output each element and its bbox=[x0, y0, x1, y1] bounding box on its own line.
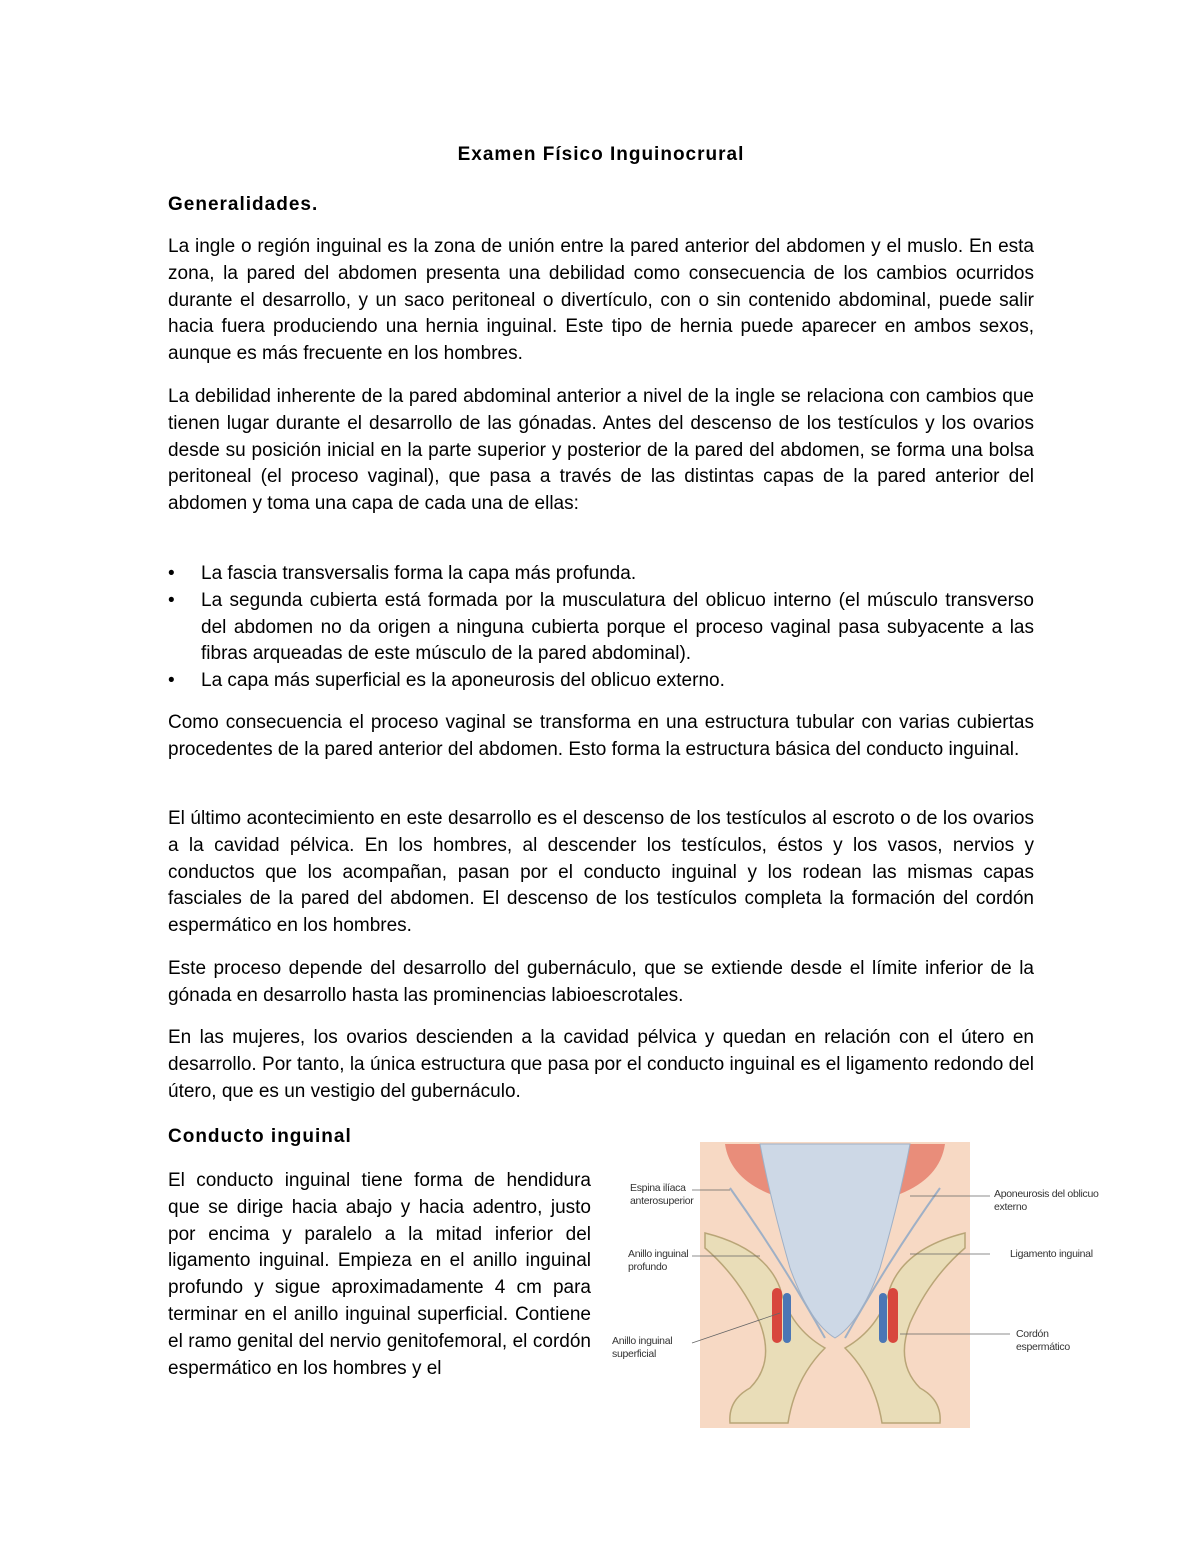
paragraph: El último acontecimiento en este desarrollo es el descenso de los testículos al escroto o de los ovarios a la cavidad pélvica. En los hombres, al descender los testículos, éstos y los vasos, nervios y conductos que los acompañan, pasan por el conducto inguinal y los rodean las mismas capas fasciales de la pared del abdomen. El descenso de los testículos completa la formación del cordón espermático en los hombres. bbox=[168, 808, 1034, 937]
spermatic-cord-vein-left bbox=[783, 1293, 791, 1343]
label-ligamento-inguinal: Ligamento inguinal bbox=[1010, 1248, 1093, 1260]
document-title: Examen Físico Inguinocrural bbox=[457, 144, 745, 165]
bullet-list bbox=[168, 561, 1034, 695]
bullet-icon: • bbox=[168, 589, 175, 611]
paragraph: La debilidad inherente de la pared abdominal anterior a nivel de la ingle se relaciona con cambios que tienen lugar durante el desarrollo de las gónadas. Antes del descenso de los testículos y los ovarios desde su posición inicial en la parte superior y posterior de la pared del abdomen, se forma una bolsa peritoneal (el proceso vaginal), que pasa a través de las distintas capas de la pared anterior del abdomen y toma una capa de cada una de ellas: bbox=[168, 386, 1034, 515]
list-item bbox=[168, 588, 1034, 668]
bullet-icon: • bbox=[168, 563, 175, 584]
label-anillo-profundo: Anillo inguinal profundo bbox=[628, 1248, 689, 1273]
section-heading-generalidades: Generalidades. bbox=[168, 194, 319, 215]
list-item-text: La segunda cubierta está formada por la musculatura del oblicuo interno (el músculo transverso del abdomen no da origen a ninguna cubierta porque el proceso vaginal pasa subyacente a las fibras arqueadas de este músculo de la pared abdominal). bbox=[201, 589, 1034, 665]
list-item-text: La capa más superficial es la aponeurosis del oblicuo externo. bbox=[201, 670, 725, 692]
spermatic-cord-artery-right bbox=[888, 1288, 898, 1343]
paragraph: En las mujeres, los ovarios descienden a la cavidad pélvica y quedan en relación con el útero en desarrollo. Por tanto, la única estructura que pasa por el conducto inguinal es el ligamento redondo del útero, que es un vestigio del gubernáculo. bbox=[168, 1027, 1034, 1102]
paragraph-conducto-inguinal: El conducto inguinal tiene forma de hendidura que se dirige hacia abajo y hacia adentro, justo por encima y paralelo a la mitad inferior del ligamento inguinal. Empieza en el anillo inguinal profundo y sigue aproximadamente 4 cm para terminar en el anillo inguinal superficial. Contiene el ramo genital del nervio genitofemoral, el cordón espermático en los hombres y el bbox=[168, 1170, 591, 1379]
label-aponeurosis: Aponeurosis del oblicuo externo bbox=[994, 1188, 1099, 1213]
label-cordon-espermatico: Cordón espermático bbox=[1016, 1328, 1070, 1353]
paragraph: La ingle o región inguinal es la zona de unión entre la pared anterior del abdomen y el muslo. En esta zona, la pared del abdomen presenta una debilidad como consecuencia de los cambios ocurridos durante el desarrollo, y un saco peritoneal o divertículo, con o sin contenido abdominal, puede salir hacia fuera produciendo una hernia inguinal. Este tipo de hernia puede aparecer en ambos sexos, aunque es más frecuente en los hombres. bbox=[168, 236, 1034, 365]
list-item-text: La fascia transversalis forma la capa más profunda. bbox=[201, 563, 637, 584]
label-espina-iliaca: Espina ilíaca anterosuperior bbox=[630, 1182, 694, 1207]
list-item bbox=[168, 668, 1034, 695]
list-item bbox=[168, 561, 1034, 588]
spermatic-cord-vein-right bbox=[879, 1293, 887, 1343]
section-heading-conducto-inguinal: Conducto inguinal bbox=[168, 1126, 352, 1147]
inguinal-canal-illustration bbox=[610, 1138, 1100, 1428]
label-anillo-superficial: Anillo inguinal superficial bbox=[612, 1335, 673, 1360]
paragraph: Este proceso depende del desarrollo del gubernáculo, que se extiende desde el límite inferior de la gónada en desarrollo hasta las prominencias labioescrotales. bbox=[168, 958, 1034, 1006]
bullet-icon: • bbox=[168, 670, 175, 692]
paragraph: Como consecuencia el proceso vaginal se transforma en una estructura tubular con varias cubiertas procedentes de la pared anterior del abdomen. Esto forma la estructura básica del conducto inguinal. bbox=[168, 712, 1034, 760]
